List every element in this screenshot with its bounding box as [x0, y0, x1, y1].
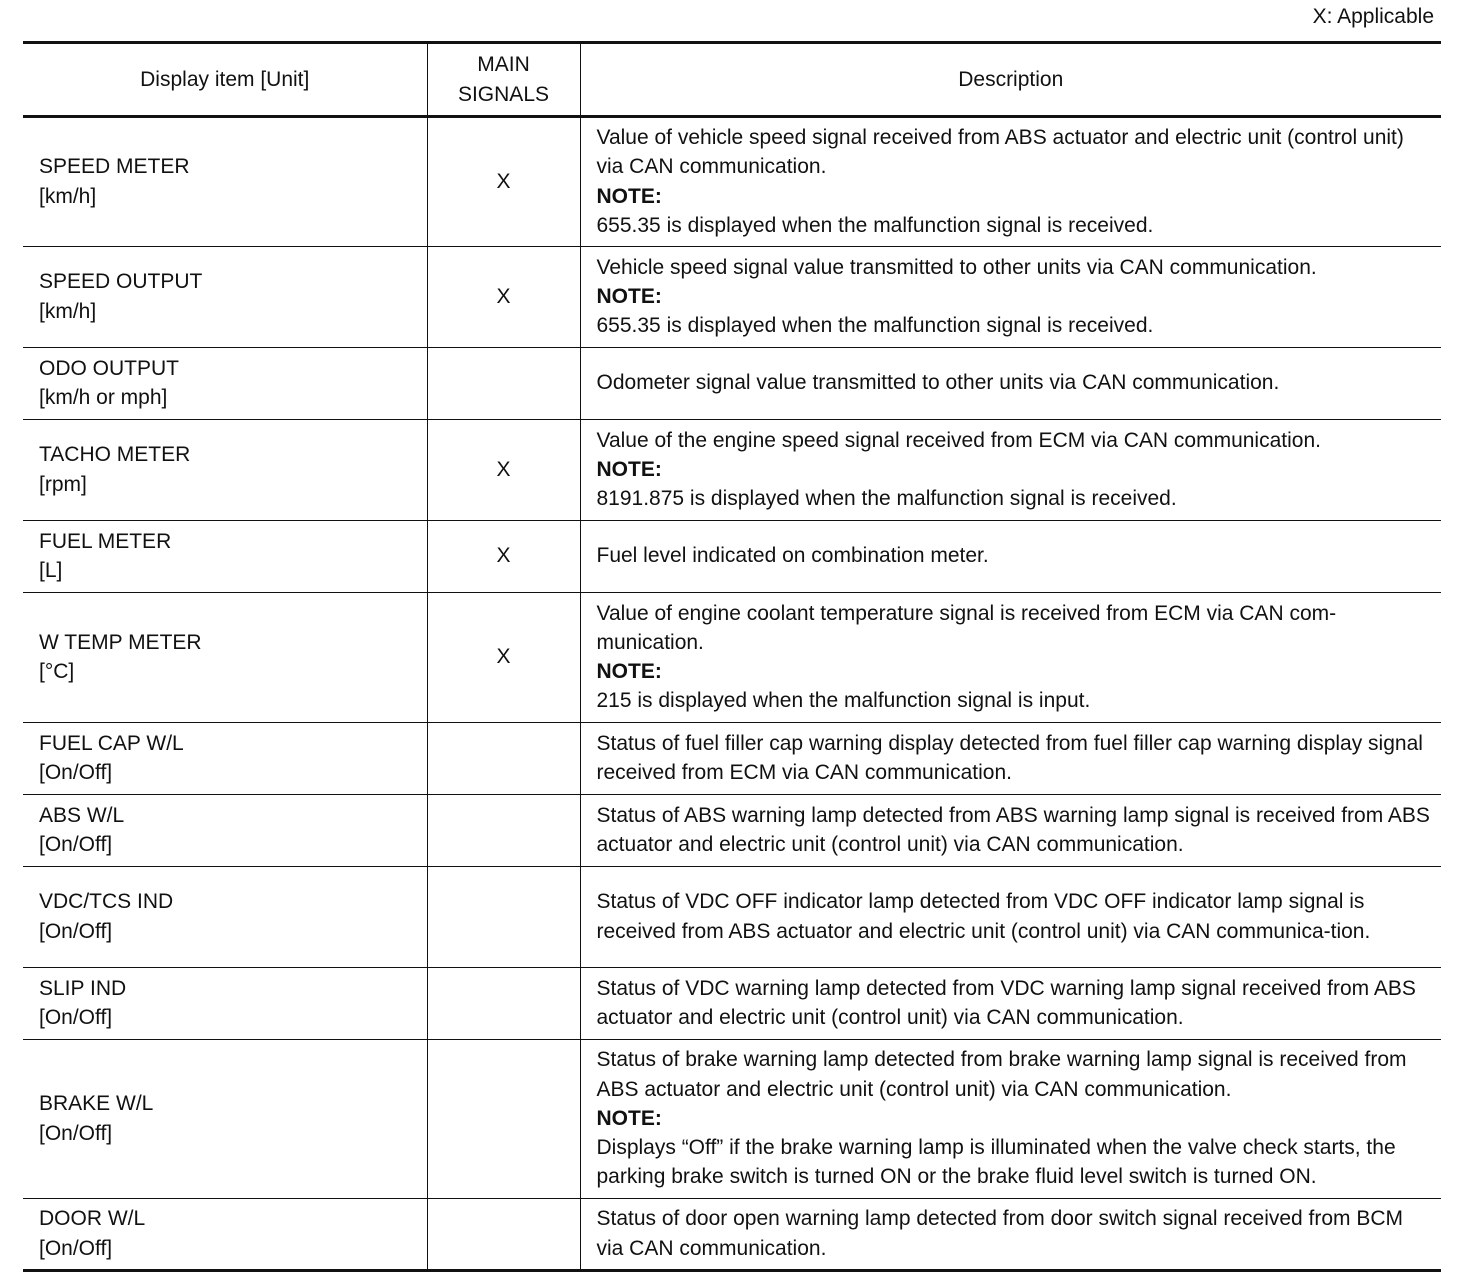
display-item-cell — [23, 348, 427, 420]
table-row — [23, 420, 1441, 521]
note-label: NOTE: — [596, 284, 662, 308]
description-text: Value of vehicle speed signal received from ABS actuator and electric unit (control unit) via CAN communication. — [596, 126, 1404, 179]
display-item-cell — [23, 593, 427, 723]
display-item-name: SPEED OUTPUT — [39, 270, 203, 294]
main-signal-mark — [427, 795, 580, 867]
table-row — [23, 723, 1441, 795]
description-cell — [580, 247, 1441, 348]
description-text: Status of door open warning lamp detected from door switch signal received from BCM via CAN communication. — [596, 1207, 1404, 1260]
table-row — [23, 968, 1441, 1040]
description-cell — [580, 521, 1441, 593]
display-item-unit: [L] — [39, 559, 63, 582]
table-row — [23, 795, 1441, 867]
description-cell — [580, 1199, 1441, 1271]
note-label: NOTE: — [596, 1106, 662, 1130]
display-item-cell — [23, 867, 427, 968]
main-signal-mark: X — [427, 593, 580, 723]
display-item-unit: [On/Off] — [39, 1006, 113, 1029]
header-description: Description — [580, 43, 1441, 117]
main-signal-mark: X — [427, 117, 580, 247]
main-signal-mark — [427, 1199, 580, 1271]
header-main-signals — [427, 43, 580, 117]
legend-text: X: Applicable — [1312, 5, 1434, 28]
description-text: Status of brake warning lamp detected from brake warning lamp signal is received from ABS actuator and electric unit (control unit) via CAN communication. — [596, 1048, 1407, 1101]
display-item-name: BRAKE W/L — [39, 1092, 154, 1116]
description-cell — [580, 723, 1441, 795]
description-cell — [580, 968, 1441, 1040]
display-item-name: SLIP IND — [39, 976, 127, 1000]
table-row — [23, 247, 1441, 348]
description-text: Status of fuel filler cap warning display detected from fuel filler cap warning display signal received from ECM via CAN communication. — [596, 731, 1423, 784]
description-text: Value of the engine speed signal received from ECM via CAN communication. — [596, 428, 1321, 452]
description-cell — [580, 420, 1441, 521]
main-signal-mark — [427, 1040, 580, 1199]
description-text: Status of ABS warning lamp detected from ABS warning lamp signal is received from ABS actuator and electric unit (control unit) via CAN communication. — [596, 803, 1430, 856]
description-text: Odometer signal value transmitted to other units via CAN communication. — [596, 371, 1280, 395]
display-item-name: W TEMP METER — [39, 630, 202, 654]
display-item-name: ODO OUTPUT — [39, 356, 179, 380]
display-item-name: SPEED METER — [39, 155, 190, 179]
description-text: Status of VDC warning lamp detected from VDC warning lamp signal received from ABS actuator and electric unit (control unit) via CAN communication. — [596, 976, 1416, 1029]
display-item-unit: [On/Off] — [39, 1121, 113, 1145]
table-row — [23, 867, 1441, 968]
display-item-table — [23, 41, 1441, 1272]
main-signal-mark: X — [427, 521, 580, 593]
description-text: Vehicle speed signal value transmitted to other units via CAN communication. — [596, 255, 1317, 279]
note-label: NOTE: — [596, 184, 662, 208]
description-text: Status of VDC OFF indicator lamp detected from VDC OFF indicator lamp signal is received from ABS actuator and electric unit (control unit) via CAN communica-tion. — [596, 890, 1371, 943]
display-item-cell — [23, 117, 427, 247]
display-item-cell — [23, 1199, 427, 1271]
display-item-cell — [23, 795, 427, 867]
display-item-name: FUEL METER — [39, 529, 172, 553]
main-signal-mark — [427, 348, 580, 420]
description-cell — [580, 593, 1441, 723]
description-cell — [580, 348, 1441, 420]
note-label: NOTE: — [596, 660, 662, 683]
note-text: 655.35 is displayed when the malfunction signal is received. — [596, 213, 1154, 237]
display-item-unit: [km/h] — [39, 184, 97, 208]
table-row — [23, 593, 1441, 723]
display-item-cell — [23, 247, 427, 348]
display-item-name: TACHO METER — [39, 443, 191, 467]
main-signal-mark: X — [427, 420, 580, 521]
main-signal-mark — [427, 723, 580, 795]
note-label: NOTE: — [596, 457, 662, 481]
header-display-item: Display item [Unit] — [23, 43, 427, 117]
table-row — [23, 348, 1441, 420]
description-cell — [580, 1040, 1441, 1199]
table-row — [23, 521, 1441, 593]
display-item-unit: [km/h] — [39, 299, 97, 323]
description-cell — [580, 117, 1441, 247]
note-text: 655.35 is displayed when the malfunction signal is received. — [596, 314, 1154, 338]
display-item-cell — [23, 723, 427, 795]
header-main-signals-line2: SIGNALS — [457, 82, 550, 106]
table-row — [23, 1199, 1441, 1271]
table-row — [23, 117, 1441, 247]
main-signal-mark — [427, 867, 580, 968]
main-signal-mark: X — [427, 247, 580, 348]
note-text: Displays “Off” if the brake warning lamp is illuminated when the valve check starts, the parking brake switch is turned ON or the brake fluid level switch is turned ON. — [596, 1136, 1396, 1189]
display-item-cell — [23, 1040, 427, 1199]
display-item-unit: [km/h or mph] — [39, 386, 168, 409]
description-cell — [580, 867, 1441, 968]
display-item-unit: [On/Off] — [39, 761, 113, 784]
table-row — [23, 1040, 1441, 1199]
display-item-cell — [23, 521, 427, 593]
display-item-cell — [23, 420, 427, 521]
display-item-unit: [°C] — [39, 660, 75, 683]
main-signal-mark — [427, 968, 580, 1040]
description-text: Value of engine coolant temperature signal is received from ECM via CAN com-munication. — [596, 601, 1337, 654]
display-item-unit: [On/Off] — [39, 1236, 113, 1260]
display-item-unit: [rpm] — [39, 472, 87, 496]
display-item-name: ABS W/L — [39, 803, 125, 827]
note-text: 215 is displayed when the malfunction signal is input. — [596, 689, 1091, 713]
description-cell — [580, 795, 1441, 867]
display-item-unit: [On/Off] — [39, 919, 113, 943]
display-item-cell — [23, 968, 427, 1040]
note-text: 8191.875 is displayed when the malfunction signal is received. — [596, 487, 1177, 511]
display-item-name: DOOR W/L — [39, 1207, 146, 1231]
description-text: Fuel level indicated on combination meter. — [596, 544, 989, 568]
table-header-row — [23, 43, 1441, 117]
display-item-unit: [On/Off] — [39, 833, 113, 856]
display-item-name: VDC/TCS IND — [39, 890, 174, 914]
header-main-signals-line1: MAIN — [477, 53, 530, 77]
display-item-name: FUEL CAP W/L — [39, 731, 184, 755]
table-body — [23, 117, 1441, 1271]
